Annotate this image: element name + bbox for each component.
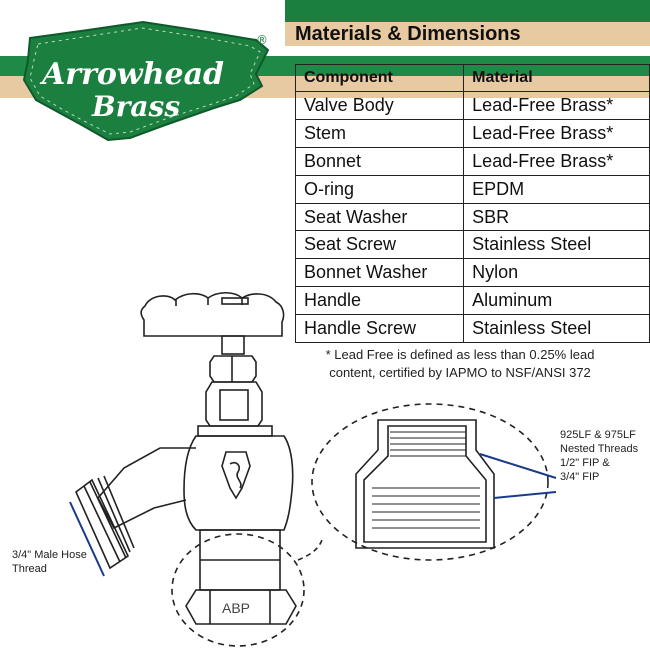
handle-wheel: [141, 293, 283, 336]
thread-detail-circle: [312, 404, 548, 560]
material-cell: Stainless Steel: [464, 315, 650, 343]
hose-thread-label-line-1: 3/4" Male Hose: [12, 549, 87, 561]
table-row: [296, 231, 650, 259]
component-cell: Valve Body: [296, 92, 464, 120]
component-cell: Bonnet Washer: [296, 259, 464, 287]
material-cell: Lead-Free Brass*: [464, 119, 650, 147]
nested-threads-label-line-1: 925LF & 975LF: [560, 429, 636, 441]
nested-threads-label: [560, 428, 638, 484]
valve-drawing: [0, 280, 650, 650]
footnote-line-1: * Lead Free is defined as less than 0.25% lead: [325, 347, 595, 362]
arrowhead-emblem: [222, 452, 250, 498]
header-bar: [285, 0, 650, 22]
logo-text-brass: Brass: [92, 90, 181, 123]
material-cell: Lead-Free Brass*: [464, 147, 650, 175]
nested-threads-label-line-2: Nested Threads: [560, 443, 639, 455]
table-row: [296, 119, 650, 147]
material-cell: Nylon: [464, 259, 650, 287]
body-marking: ABP: [222, 600, 251, 616]
component-cell: Stem: [296, 119, 464, 147]
nested-threads-label-line-3: 1/2" FIP &: [560, 457, 610, 469]
valve-body: [184, 436, 293, 530]
material-cell: EPDM: [464, 175, 650, 203]
component-cell: Handle: [296, 287, 464, 315]
section-title: Materials & Dimensions: [285, 22, 650, 46]
table-row: [296, 203, 650, 231]
table-row: [296, 147, 650, 175]
component-cell: Seat Washer: [296, 203, 464, 231]
hose-thread-label-line-2: Thread: [12, 563, 47, 575]
registered-mark: ®: [256, 33, 268, 47]
table-row: [296, 175, 650, 203]
material-cell: SBR: [464, 203, 650, 231]
component-cell: Handle Screw: [296, 315, 464, 343]
packing-nut: [210, 356, 256, 382]
table-header-row: [296, 65, 650, 92]
material-cell: Lead-Free Brass*: [464, 92, 650, 120]
arrowhead-brass-logo: [18, 20, 273, 150]
material-cell: Stainless Steel: [464, 231, 650, 259]
valve-stem: [222, 336, 244, 354]
component-cell: Seat Screw: [296, 231, 464, 259]
column-header-component: Component: [296, 65, 464, 92]
hose-spout: [98, 448, 196, 528]
column-header-material: Material: [464, 65, 650, 92]
component-cell: O-ring: [296, 175, 464, 203]
component-cell: Bonnet: [296, 147, 464, 175]
hose-thread-label: [12, 548, 87, 576]
logo-text-arrowhead: Arrowhead: [42, 57, 225, 92]
material-cell: Aluminum: [464, 287, 650, 315]
nested-threads-label-line-4: 3/4" FIP: [560, 471, 600, 483]
footnote-line-2: content, certified by IAPMO to NSF/ANSI 372: [329, 365, 591, 380]
nested-threads-section: [356, 420, 494, 548]
table-row: [296, 92, 650, 120]
